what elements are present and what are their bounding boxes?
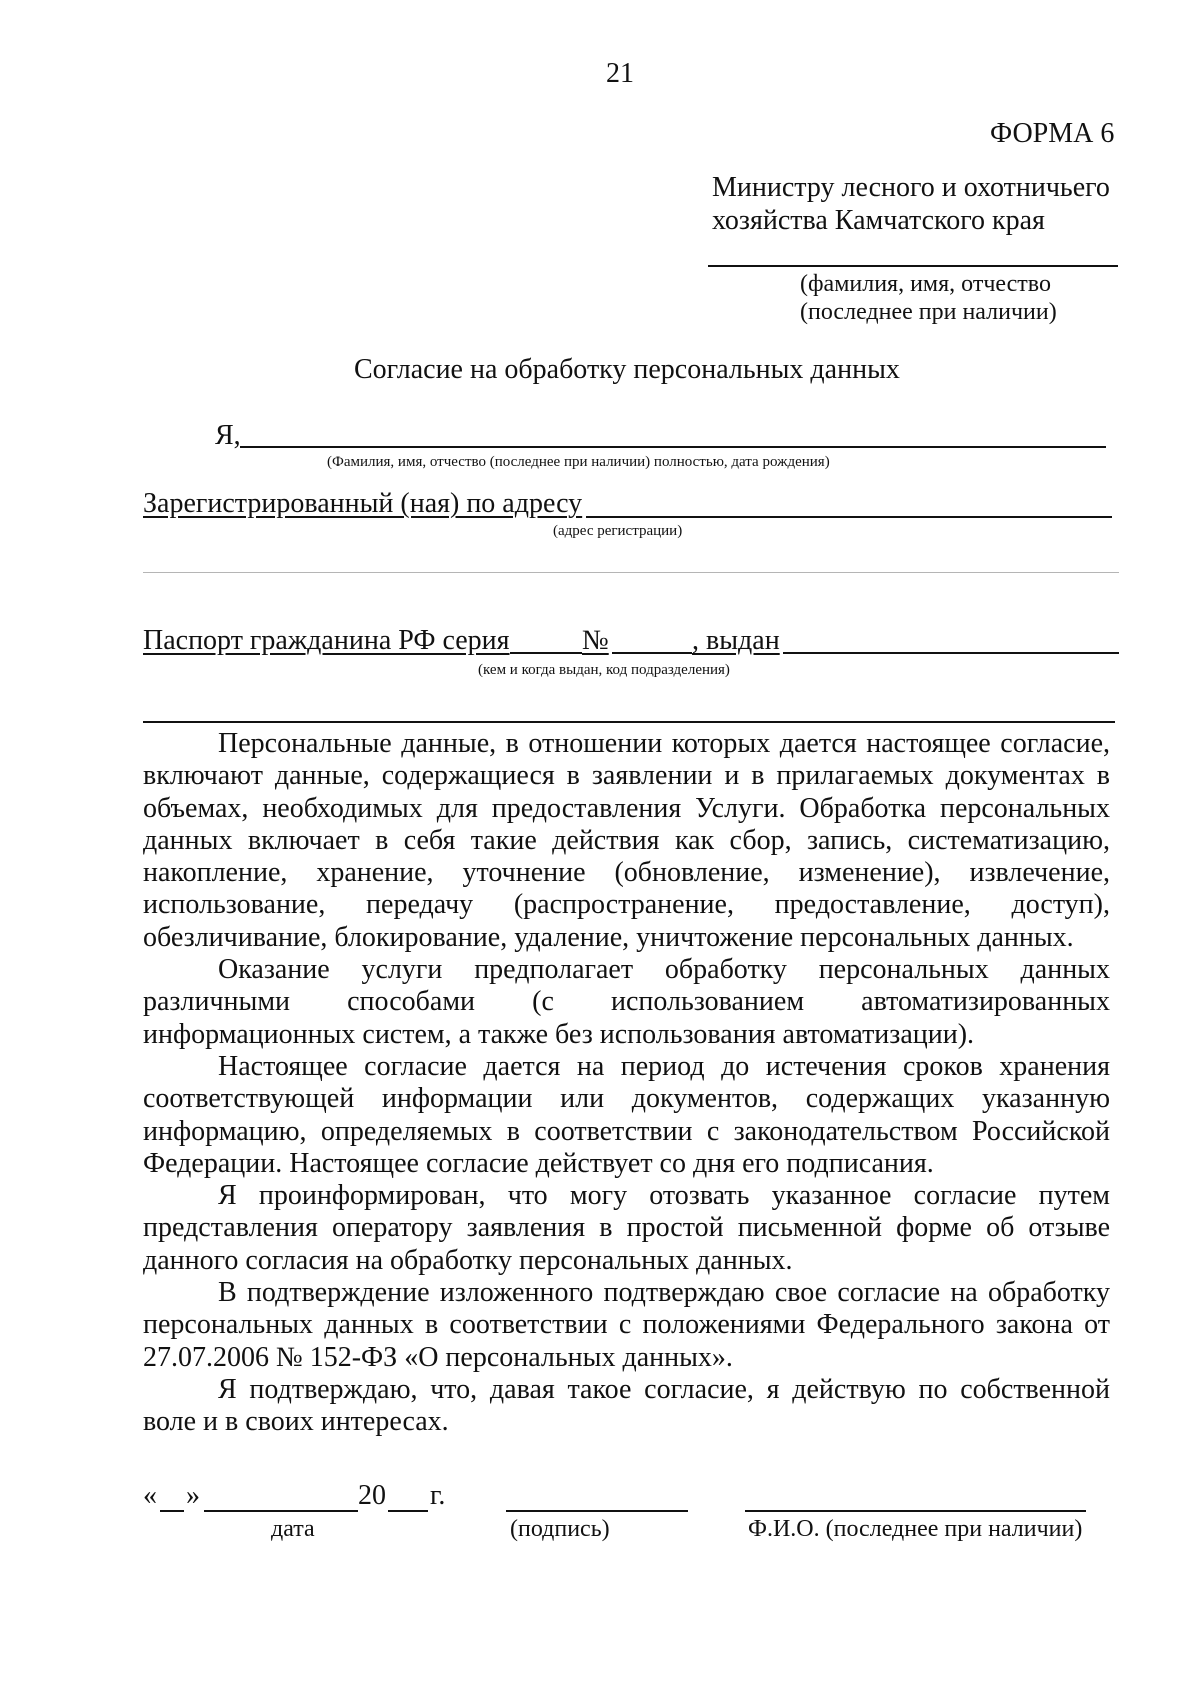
addressee-name-line[interactable] [708,265,1118,267]
page-number: 21 [606,58,634,89]
document-title: Согласие на обработку персональных данных [354,354,900,385]
i-label: Я, [215,420,241,451]
passport-number-line[interactable] [612,652,692,654]
fio-input-line[interactable] [240,446,1106,448]
issued-label: , выдан [692,625,780,656]
addressee-hint-2: (последнее при наличии) [800,299,1057,325]
passport-series-line[interactable] [510,652,582,654]
form-label: ФОРМА 6 [990,118,1115,149]
paragraph: Оказание услуги предполагает обработку персональных данных различными способами (с использованием автоматизированных информационных систем, а также без использования автоматизации). [143,954,1110,1050]
quote-close: » [186,1480,200,1511]
paragraph: Персональные данные, в отношении которых дается настоящее согласие, включают данные, содержащиеся в заявлении и в прилагаемых документах в объемах, необходимых для предоставления Услуги. Обработка персональных данных включает в себя такие действия как сбор, запись, систематизацию, накопление, хранение, уточнение (обновление, изменение), извлечение, использование, передачу (распространение, предоставление, доступ), обезличивание, блокирование, удаление, уничтожение персональных данных. [143,728,1110,953]
signature-label: (подпись) [510,1516,610,1542]
addressee-line-2: хозяйства Камчатского края [712,205,1045,236]
issued-extra-line[interactable] [143,721,1115,723]
number-sign: № [582,625,609,656]
paragraph: Я проинформирован, что могу отозвать указанное согласие путем представления оператору заявления в простой письменной форме об отзыве данного согласия на обработку персональных данных. [143,1180,1110,1276]
year-input-line[interactable] [388,1510,428,1512]
addressee-line-1: Министру лесного и охотничьего [712,172,1110,203]
paragraph: Настоящее согласие дается на период до истечения сроков хранения соответствующей информации или документов, содержащих указанную информацию, определяемых в соответствии с законодательством Российской Федерации. Настоящее согласие действует со дня его подписания. [143,1050,1110,1179]
year-prefix: 20 [358,1480,386,1511]
address-input-line[interactable] [586,516,1112,518]
passport-label: Паспорт гражданина РФ серия [143,625,510,656]
issued-input-line[interactable] [783,652,1119,654]
fio-hint: (Фамилия, имя, отчество (последнее при наличии) полностью, дата рождения) [327,454,830,470]
consent-body [143,728,1110,1439]
day-input-line[interactable] [160,1510,184,1512]
address-extra-line[interactable] [143,572,1119,573]
fio-signature-line[interactable] [745,1510,1086,1512]
issued-hint: (кем и когда выдан, код подразделения) [478,662,730,678]
address-hint: (адрес регистрации) [553,523,683,539]
paragraph: Я подтверждаю, что, давая такое согласие, я действую по собственной воле и в своих интересах. [143,1373,1110,1438]
paragraph: В подтверждение изложенного подтверждаю свое согласие на обработку персональных данных в соответствии с положениями Федерального закона от 27.07.2006 № 152-ФЗ «О персональных данных». [143,1277,1110,1373]
address-label: Зарегистрированный (ная) по адресу [143,488,583,519]
addressee-hint-1: (фамилия, имя, отчество [800,271,1051,297]
month-input-line[interactable] [204,1510,358,1512]
quote-open: « [143,1480,157,1511]
signature-input-line[interactable] [506,1510,688,1512]
fio-signature-label: Ф.И.О. (последнее при наличии) [748,1516,1083,1542]
date-label: дата [271,1516,315,1542]
year-suffix: г. [430,1480,446,1511]
